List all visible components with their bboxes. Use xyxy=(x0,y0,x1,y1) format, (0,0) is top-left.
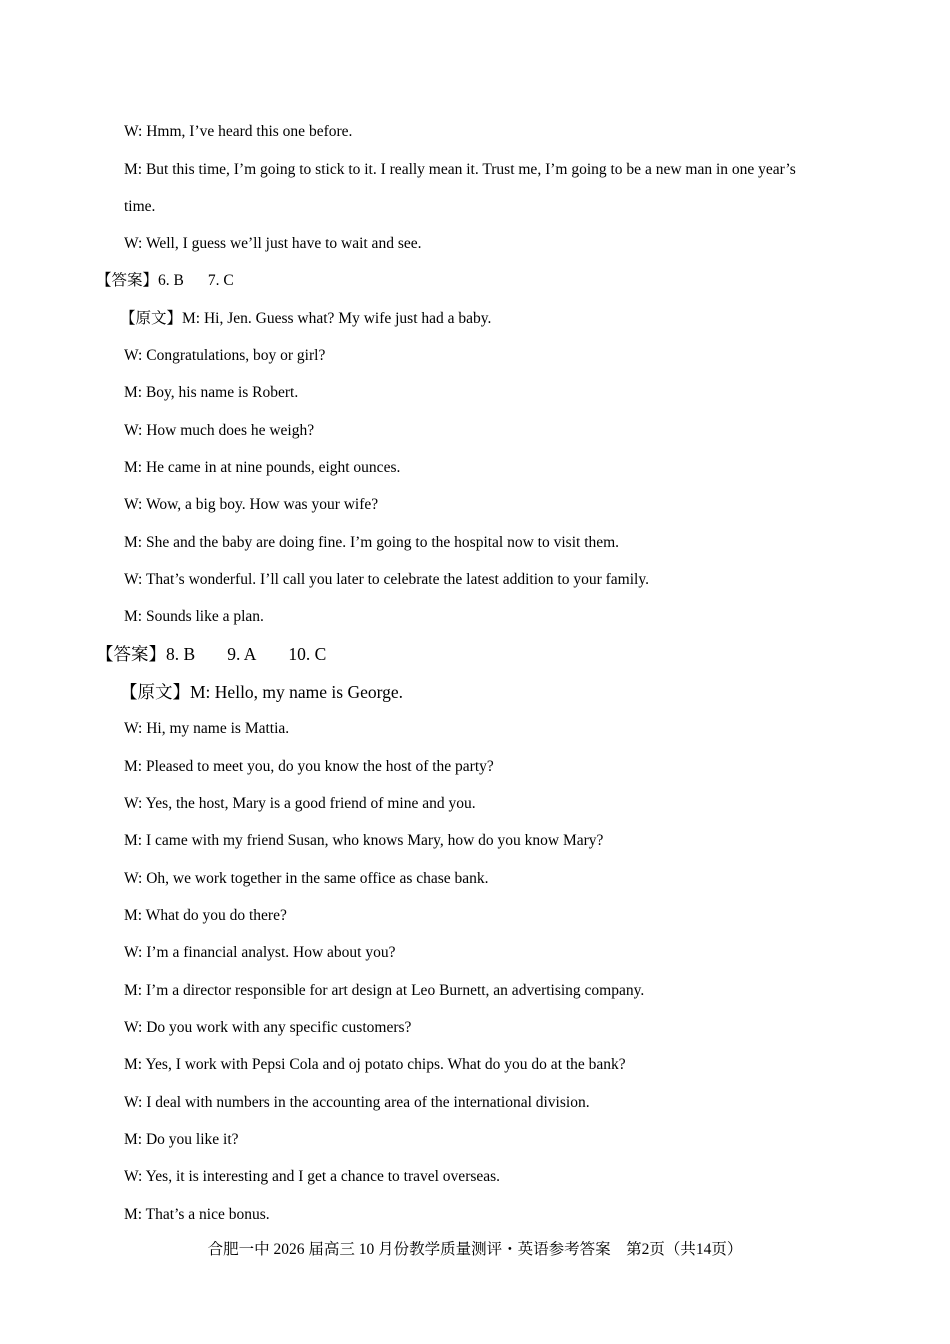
answer-item: 8. B xyxy=(166,644,196,664)
dialog-line: M: Sounds like a plan. xyxy=(124,608,264,625)
dialog-line: M: Yes, I work with Pepsi Cola and oj potato chips. What do you do at the bank? xyxy=(124,1056,626,1073)
page-footer: 合肥一中 2026 届高三 10 月份教学质量测评・英语参考答案 第2页（共14页） xyxy=(207,1241,743,1258)
yuanwen-label: 【原文】 xyxy=(120,682,190,702)
dialog-line: W: Congratulations, boy or girl? xyxy=(124,347,326,364)
transcript-first-line xyxy=(120,309,491,329)
answer-line xyxy=(96,271,234,291)
transcript-first-line xyxy=(120,682,403,702)
dialog-line: W: Well, I guess we’ll just have to wait and see. xyxy=(124,235,422,252)
dialog-line: M: I’m a director responsible for art design at Leo Burnett, an advertising company. xyxy=(124,982,645,999)
dialog-line: W: How much does he weigh? xyxy=(124,422,315,439)
answer-item: 6. B xyxy=(158,272,184,289)
dialog-line: M: Hello, my name is George. xyxy=(190,682,404,702)
dialog-line: W: Hi, my name is Mattia. xyxy=(124,720,290,737)
answer-label: 【答案】 xyxy=(96,644,166,664)
answer-label: 【答案】 xyxy=(96,272,159,289)
dialog-line: M: He came in at nine pounds, eight ounces. xyxy=(124,459,401,476)
dialog-line: W: Wow, a big boy. How was your wife? xyxy=(124,496,379,513)
dialog-line: W: Yes, the host, Mary is a good friend of mine and you. xyxy=(124,795,476,812)
dialog-line: M: Pleased to meet you, do you know the host of the party? xyxy=(124,758,494,775)
answer-item: 9. A xyxy=(227,644,257,664)
dialog-line: M: Boy, his name is Robert. xyxy=(124,384,299,401)
dialog-line: W: That’s wonderful. I’ll call you later to celebrate the latest addition to your family. xyxy=(124,571,649,588)
dialog-line: M: But this time, I’m going to stick to it. I really mean it. Trust me, I’m going to be a new man in one year’s xyxy=(124,161,796,178)
yuanwen-label: 【原文】 xyxy=(120,310,183,327)
dialog-line: W: Hmm, I’ve heard this one before. xyxy=(124,123,353,140)
answer-line xyxy=(96,644,326,664)
dialog-line: M: What do you do there? xyxy=(124,907,287,924)
dialog-line: M: Hi, Jen. Guess what? My wife just had a baby. xyxy=(182,310,492,327)
dialog-line: M: She and the baby are doing fine. I’m going to the hospital now to visit them. xyxy=(124,534,620,551)
dialog-line: W: I’m a financial analyst. How about you? xyxy=(124,944,396,961)
dialog-line: M: Do you like it? xyxy=(124,1131,239,1148)
answer-item: 10. C xyxy=(288,644,327,664)
dialog-line: M: I came with my friend Susan, who knows Mary, how do you know Mary? xyxy=(124,832,604,849)
dialog-line: W: Do you work with any specific customers? xyxy=(124,1019,412,1036)
answer-item: 7. C xyxy=(207,272,234,289)
dialog-line: M: That’s a nice bonus. xyxy=(124,1206,270,1223)
dialog-line: W: Oh, we work together in the same office as chase bank. xyxy=(124,870,489,887)
dialog-line: time. xyxy=(124,198,156,215)
dialog-line: W: I deal with numbers in the accounting area of the international division. xyxy=(124,1094,590,1111)
dialog-line: W: Yes, it is interesting and I get a chance to travel overseas. xyxy=(124,1168,501,1185)
